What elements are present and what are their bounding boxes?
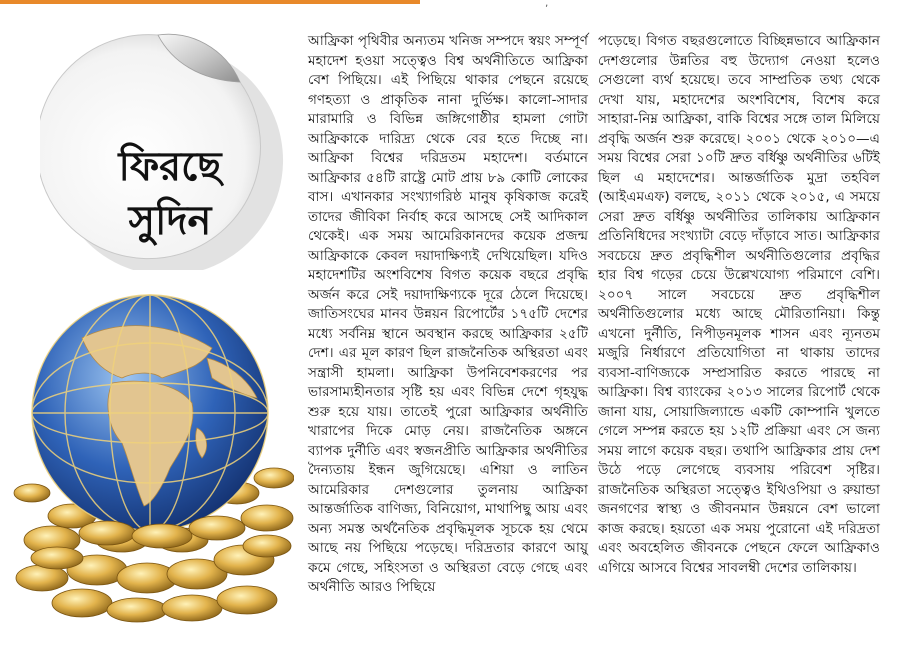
corner-mark: ‚	[545, 0, 549, 9]
title-line-1: ফিরছে	[118, 143, 222, 190]
title-sticker	[40, 20, 290, 270]
article-column-1	[308, 32, 588, 598]
top-accent-rule	[0, 0, 420, 4]
title-line-2: সুদিন	[128, 197, 212, 244]
globe-on-coins-illustration	[12, 278, 294, 627]
column-1-text: আফ্রিকা পৃথিবীর অন্যতম খনিজ সম্পদে স্বয়ং সম্পূর্ণ মহাদেশ হওয়া সত্ত্বেও বিশ্ব অর্থনীতিতে আফ্রিকা বেশ পিছিয়ে। এই পিছিয়ে থাকার পেছনে রয়েছে গণহত্যা ও প্রাকৃতিক নানা দুর্ভিক্ষ। কালো-সাদার মারামারি ও বিভিন্ন জঙ্গিগোষ্ঠীর হামলা গোটা আফ্রিকাকে দারিদ্র্য থেকে বের হতে দিচ্ছে না। আফ্রিকা বিশ্বের দরিদ্রতম মহাদেশ। বর্তমানে আফ্রিকার ৫৪টি রাষ্ট্রে মোট প্রায় ৮৯ কোটি লোকের বাস। এখানকার সংখ্যাগরিষ্ঠ মানুষ কৃষিকাজ করেই তাদের জীবিকা নির্বাহ করে আসছে সেই আদিকাল থেকেই। এক সময় আমেরিকানদের কয়েক প্রজন্ম আফ্রিকাকে কেবল দয়াদাক্ষিণ্যই দেখিয়েছিল। যদিও মহাদেশটির অংশবিশেষ বিগত কয়েক বছরে প্রবৃদ্ধি অর্জন করে সেই দয়াদাক্ষিণ্যকে দূরে ঠেলে দিয়েছে। জাতিসংঘের মানব উন্নয়ন রিপোর্টের ১৭৫টি দেশের মধ্যে সর্বনিম্ন স্থানে অবস্থান করছে আফ্রিকার ২৫টি দেশ। এর মূল কারণ ছিল রাজনৈতিক অস্থিরতা এবং সন্ত্রাসী হামলা। আফ্রিকা উপনিবেশকরণের পর ভারসাম্যহীনতার সৃষ্টি হয় এবং বিভিন্ন দেশে গৃহযুদ্ধ শুরু হয়ে যায়। তাতেই পুরো আফ্রিকার অর্থনীতি খারাপের দিকে মোড় নেয়। রাজনৈতিক অঙ্গনে ব্যাপক দুর্নীতি এবং স্বজনপ্রীতি আফ্রিকার অর্থনীতির দৈন্যতায় ইন্ধন জুগিয়েছে। এশিয়া ও লাতিন আমেরিকার দেশগুলোর তুলনায় আফ্রিকা আন্তর্জাতিক বাণিজ্য, বিনিয়োগ, মাথাপিছু আয় এবং অন্য সমস্ত অর্থনৈতিক প্রবৃদ্ধিমূলক সূচকে হয় থেমে আছে নয় পিছিয়ে পড়েছে। দরিদ্রতার কারণে আয়ু কমে গেছে, সহিংসতা ও অস্থিরতা বেড়ে গেছে এবং অর্থনীতি আরও পিছিয়ে	[308, 33, 588, 595]
article-title	[100, 140, 240, 248]
article-column-2	[598, 32, 880, 578]
column-2-text: পড়েছে। বিগত বছরগুলোতে বিচ্ছিন্নভাবে আফ্রিকান দেশগুলোর উন্নতির বহু উদ্যোগ নেওয়া হলেও সেগুলো ব্যর্থ হয়েছে। তবে সাম্প্রতিক তথ্য থেকে দেখা যায়, মহাদেশের অংশবিশেষ, বিশেষ করে সাহারা-নিম্ন আফ্রিকা, বাকি বিশ্বের সঙ্গে তাল মিলিয়ে প্রবৃদ্ধি অর্জন শুরু করেছে। ২০০১ থেকে ২০১০—এ সময় বিশ্বের সেরা ১০টি দ্রুত বর্ধিষ্ণু অর্থনীতির ৬টিই ছিল এ মহাদেশের। আন্তর্জাতিক মুদ্রা তহবিল (আইএমএফ) বলছে, ২০১১ থেকে ২০১৫, এ সময়ে সেরা দ্রুত বর্ধিষ্ণু অর্থনীতির তালিকায় আফ্রিকান প্রতিনিধিদের সংখ্যাটা বেড়ে দাঁড়াবে সাত। আফ্রিকার সবচেয়ে দ্রুত প্রবৃদ্ধিশীল অর্থনীতিগুলোর প্রবৃদ্ধির হার বিশ্ব গড়ের চেয়ে উল্লেখযোগ্য পরিমাণে বেশি। ২০০৭ সালে সবচেয়ে দ্রুত প্রবৃদ্ধিশীল অর্থনীতিগুলোর মধ্যে আছে মৌরিতানিয়া। কিন্তু এখনো দুর্নীতি, নিপীড়নমূলক শাসন এবং ন্যূনতম মজুরি নির্ধারণে প্রতিযোগিতা না থাকায় তাদের ব্যবসা-বাণিজ্যকে সম্প্রসারিত করতে পারছে না আফ্রিকা। বিশ্ব ব্যাংকের ২০১৩ সালের রিপোর্ট থেকে জানা যায়, সোয়াজিল্যান্ডে একটি কোম্পানি খুলতে গেলে সম্পন্ন করতে হয় ১২টি প্রক্রিয়া এবং সে জন্য সময় লাগে কয়েক বছর। তথাপি আফ্রিকার প্রায় দেশ উঠে পড়ে লেগেছে ব্যবসায় পরিবেশ সৃষ্টির। রাজনৈতিক অস্থিরতা সত্ত্বেও ইথিওপিয়া ও রুয়ান্ডা জনগণের স্বাস্থ্য ও জীবনমান উন্নয়নে বেশ ভালো কাজ করছে। হয়তো এক সময় পুরোনো এই দরিদ্রতা এবং অবহেলিত জীবনকে পেছনে ফেলে আফ্রিকাও এগিয়ে আসবে বিশ্বের সাবলম্বী দেশের তালিকায়।	[598, 33, 880, 576]
